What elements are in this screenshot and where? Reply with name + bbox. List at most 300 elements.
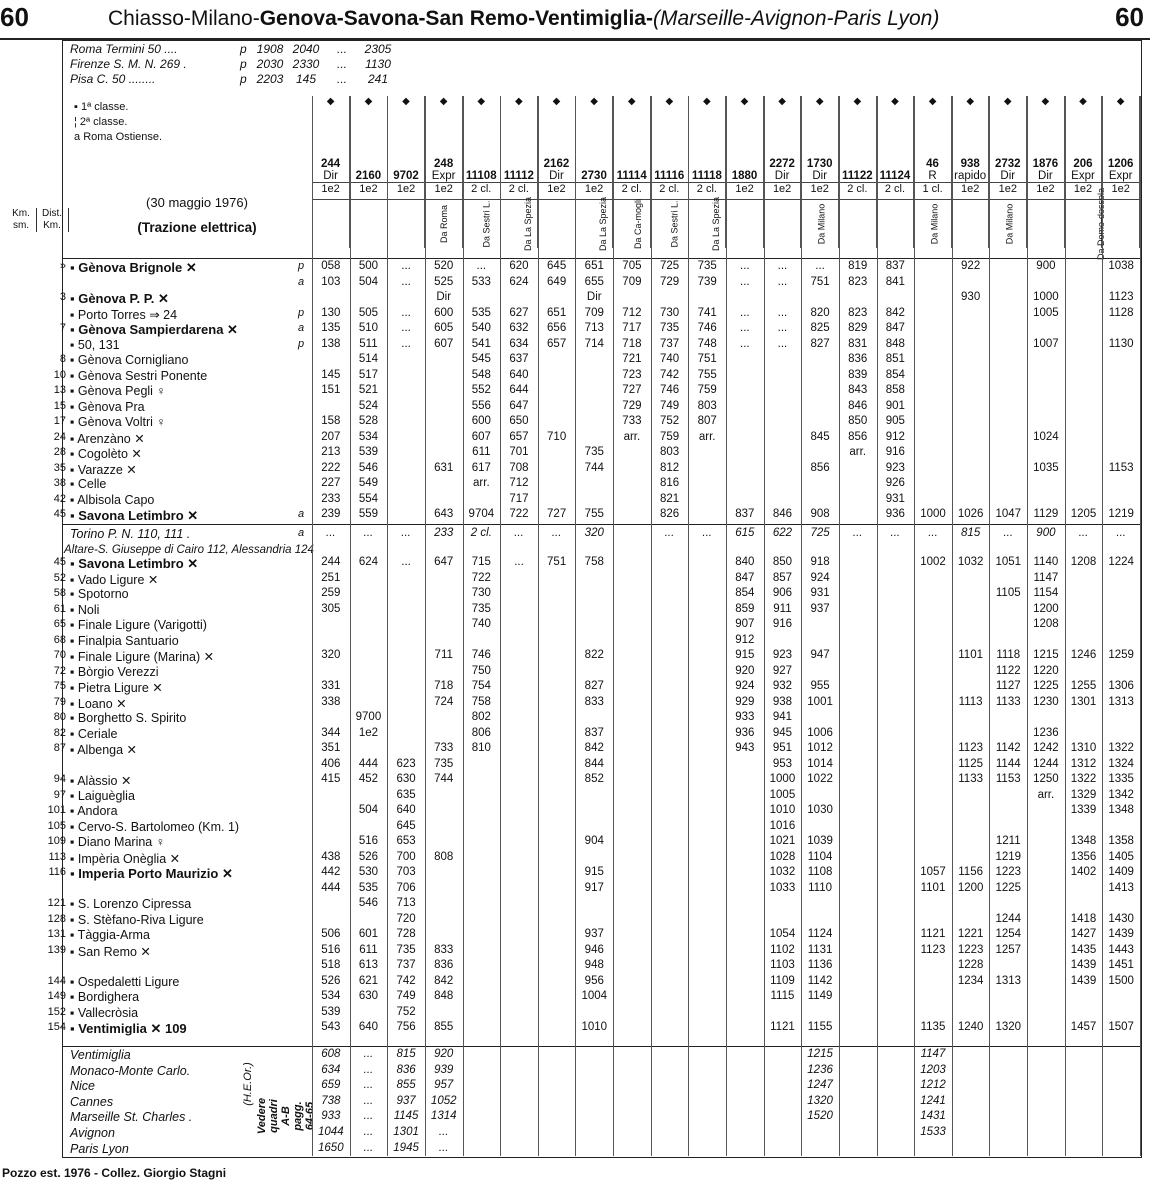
distance-km: 68 xyxy=(53,633,66,646)
time-cell: 1032 xyxy=(769,866,796,878)
time-cell: ... xyxy=(476,260,487,272)
train-number-value: 2160 xyxy=(355,170,382,182)
train-class: 1 cl. xyxy=(914,183,952,200)
time-cell: 158 xyxy=(321,415,341,427)
time-cell: 759 xyxy=(659,430,680,443)
time-cell: 1054 xyxy=(769,928,796,940)
time-cell: 138 xyxy=(321,337,341,350)
time-cell: 722 xyxy=(509,508,529,520)
destination-row xyxy=(0,1064,1140,1079)
train-origin xyxy=(1027,200,1065,249)
time-cell: 900 xyxy=(1036,527,1056,539)
station-row xyxy=(0,260,1140,275)
origin-time: 1908 xyxy=(256,42,284,56)
time-cell: 1140 xyxy=(1033,556,1059,568)
train-diamond-icon: ◆ xyxy=(312,96,350,110)
time-cell: ... xyxy=(777,275,788,288)
time-cell: 751 xyxy=(810,275,830,288)
time-cell: 534 xyxy=(358,430,379,443)
time-cell: 617 xyxy=(471,461,491,474)
time-cell: 729 xyxy=(659,275,680,288)
train-origin xyxy=(387,200,425,249)
destination-row xyxy=(0,1126,1140,1141)
time-cell: 718 xyxy=(434,680,454,692)
time-cell: 546 xyxy=(358,897,379,909)
time-cell: 1010 xyxy=(581,1021,608,1033)
column-divider xyxy=(1065,96,1066,1156)
time-cell: 742 xyxy=(396,974,416,987)
train-origin: Da Roma xyxy=(425,200,463,249)
station-name: ▪ Vado Ligure ✕ xyxy=(70,572,159,587)
time-cell: 1052 xyxy=(430,1094,457,1107)
distance-km: 139 xyxy=(47,943,66,956)
time-cell: 1101 xyxy=(920,881,946,894)
time-cell: 907 xyxy=(735,618,755,630)
train-class: 1e2 xyxy=(763,183,801,200)
time-cell: 659 xyxy=(321,1079,341,1092)
station-row xyxy=(0,928,1140,943)
train-class: 1e2 xyxy=(726,183,764,200)
station-name: Torino P. N. 110, 111 . xyxy=(70,527,191,541)
distance-km: 109 xyxy=(47,835,66,847)
station-name: ▪ Gènova P. P. ✕ xyxy=(70,291,169,306)
header-separator xyxy=(62,258,1140,259)
station-row xyxy=(0,477,1140,492)
time-cell: 651 xyxy=(584,260,604,272)
time-cell: 535 xyxy=(358,881,379,894)
time-cell: 706 xyxy=(396,881,416,894)
time-cell: 1102 xyxy=(770,943,795,956)
time-cell: 749 xyxy=(396,990,416,1002)
time-cell: 733 xyxy=(434,742,454,754)
time-cell: 746 xyxy=(471,649,491,661)
time-cell: 744 xyxy=(434,773,454,785)
train-class: 2 cl. xyxy=(613,183,651,200)
time-cell: 836 xyxy=(396,1063,416,1076)
time-cell: 524 xyxy=(358,399,379,412)
train-class: 2 cl. xyxy=(650,183,688,200)
train-class: 2 cl. xyxy=(500,183,538,200)
station-name: ▪ Finale Ligure (Varigotti) xyxy=(70,618,207,632)
distance-km: 152 xyxy=(47,1005,66,1018)
page-number-left: 60 xyxy=(0,2,29,32)
station-name: Avignon xyxy=(70,1126,115,1140)
time-cell: 852 xyxy=(584,773,604,785)
train-class: 1e2 xyxy=(575,183,613,200)
train-number xyxy=(650,110,688,183)
distance-km: 8 xyxy=(59,353,66,365)
time-cell: 1016 xyxy=(769,819,796,832)
time-cell: ... xyxy=(740,322,750,334)
column-divider xyxy=(312,96,313,1156)
time-cell: 735 xyxy=(434,757,454,770)
time-cell: 730 xyxy=(471,587,491,599)
time-cell: 825 xyxy=(810,322,830,334)
time-cell: 1241 xyxy=(920,1094,946,1107)
time-cell: 931 xyxy=(885,492,905,505)
time-cell: 1001 xyxy=(807,695,833,708)
train-diamond-icon: ◆ xyxy=(951,96,989,110)
time-cell: 943 xyxy=(735,742,755,754)
time-cell: 1125 xyxy=(958,757,983,770)
time-cell: 1133 xyxy=(995,695,1021,708)
time-cell: 725 xyxy=(659,260,680,272)
time-cell: 634 xyxy=(509,337,529,350)
time-cell: 1322 xyxy=(1108,742,1134,754)
time-cell: ... xyxy=(438,1126,449,1138)
time-cell: 631 xyxy=(434,461,454,474)
time-cell: 351 xyxy=(321,742,341,754)
title-part-normal: Chiasso-Milano- xyxy=(108,7,260,30)
distance-km: 15 xyxy=(53,399,66,412)
time-cell: 844 xyxy=(584,757,604,770)
time-cell: 615 xyxy=(735,527,755,539)
time-cell: ... xyxy=(363,527,374,539)
station-name: Paris Lyon xyxy=(70,1141,129,1156)
time-cell: 937 xyxy=(810,602,830,615)
train-origin: Da Milano xyxy=(801,200,839,249)
time-cell: 845 xyxy=(810,430,830,443)
station-name: Ventimiglia xyxy=(70,1048,131,1062)
origin-time: 1130 xyxy=(365,57,391,72)
arr-dep-marker: a xyxy=(298,322,305,334)
time-cell: 1255 xyxy=(1070,680,1097,692)
vedere-note xyxy=(206,1056,316,1152)
column-divider xyxy=(350,96,351,1156)
time-cell: 1103 xyxy=(770,959,795,971)
time-cell: 635 xyxy=(396,788,416,801)
time-cell: 1123 xyxy=(920,943,946,956)
time-cell: 135 xyxy=(321,322,341,334)
train-origin: Da Sestri L. xyxy=(462,200,500,249)
station-name: ▪ Cervo-S. Bartolomeo (Km. 1) xyxy=(70,819,240,834)
time-cell: 926 xyxy=(885,477,905,489)
time-cell: 1149 xyxy=(807,990,833,1002)
train-number xyxy=(989,110,1027,183)
time-cell: 848 xyxy=(885,337,905,350)
origin-time: 2203 xyxy=(256,72,284,87)
time-cell: 802 xyxy=(471,711,491,723)
time-cell: 837 xyxy=(885,260,905,272)
station-row xyxy=(0,415,1140,430)
station-name: ▪ Pietra Ligure ✕ xyxy=(70,681,163,695)
station-name: ▪ Spotorno xyxy=(70,587,129,601)
station-name: ▪ Finalpia Santuario xyxy=(70,633,179,648)
train-number xyxy=(538,110,576,183)
time-cell: ... xyxy=(1003,527,1014,539)
time-cell: 1254 xyxy=(995,928,1022,940)
legend-second-class: ¦ 2ª classe. xyxy=(74,116,128,128)
time-cell: 859 xyxy=(735,602,755,615)
time-cell: 644 xyxy=(509,384,529,396)
time-cell: 1104 xyxy=(807,850,833,863)
train-origin: Da La Spezia xyxy=(575,200,613,249)
time-cell: ... xyxy=(514,527,524,539)
station-name: ▪ Gènova Voltri ♀ xyxy=(70,415,166,429)
station-row xyxy=(0,587,1140,602)
origin-name: Firenze S. M. N. 269 . xyxy=(70,57,187,72)
time-cell: 705 xyxy=(622,260,642,272)
time-cell: 530 xyxy=(358,866,379,878)
time-cell: 1021 xyxy=(769,835,796,847)
train-class: 1e2 xyxy=(801,183,839,200)
time-cell: 735 xyxy=(584,446,604,458)
distance-km: 45 xyxy=(53,556,66,568)
distance-km: 58 xyxy=(53,587,66,599)
section-separator xyxy=(62,524,1140,525)
time-cell: 815 xyxy=(396,1048,416,1060)
time-cell: 739 xyxy=(697,275,717,288)
train-number xyxy=(613,110,651,183)
time-cell: 1427 xyxy=(1070,928,1097,940)
time-cell: 520 xyxy=(434,260,454,272)
train-origin: Da Ca-mogli xyxy=(613,200,651,249)
origin-time: 2330 xyxy=(292,57,320,72)
train-type: Dir xyxy=(323,170,338,182)
train-number-value: 11116 xyxy=(654,170,685,182)
column-divider xyxy=(764,96,765,1156)
time-cell: 1418 xyxy=(1070,912,1097,925)
time-cell: 842 xyxy=(885,306,905,319)
time-cell: 735 xyxy=(659,322,680,334)
distance-km: 70 xyxy=(53,649,66,661)
time-cell: ... xyxy=(363,1079,374,1092)
time-cell: 833 xyxy=(434,943,454,956)
train-number-value: 11114 xyxy=(616,170,647,182)
time-cell: 823 xyxy=(848,275,868,288)
time-cell: 808 xyxy=(434,850,454,863)
distance-km: 154 xyxy=(47,1021,66,1033)
time-cell: 1010 xyxy=(769,804,796,816)
time-cell: 1005 xyxy=(1033,306,1059,319)
time-cell: 901 xyxy=(885,399,905,412)
time-cell: 933 xyxy=(735,711,755,723)
station-row xyxy=(0,649,1140,664)
train-class: 1e2 xyxy=(1027,183,1065,200)
time-cell: 1246 xyxy=(1070,649,1097,661)
train-number-value: 1876 xyxy=(1032,158,1059,170)
time-cell: arr. xyxy=(849,446,867,458)
time-cell: 058 xyxy=(321,260,341,272)
time-cell: 713 xyxy=(396,897,416,909)
time-cell: 600 xyxy=(434,306,454,319)
time-cell: 1348 xyxy=(1108,804,1134,816)
train-number-value: 1880 xyxy=(731,170,758,182)
station-name: Marseille St. Charles . xyxy=(70,1110,193,1125)
origin-row xyxy=(64,57,396,72)
time-cell: 855 xyxy=(396,1079,416,1092)
time-cell: 723 xyxy=(622,368,642,381)
time-cell: 820 xyxy=(810,306,830,319)
time-cell: 722 xyxy=(471,571,491,584)
time-cell: 344 xyxy=(321,726,341,739)
time-cell: 1356 xyxy=(1070,850,1097,863)
time-cell: 924 xyxy=(735,680,755,692)
time-cell: 1e2 xyxy=(358,726,379,739)
time-cell: 927 xyxy=(772,664,793,677)
station-name: ▪ Ceriale xyxy=(70,726,118,741)
time-cell: 906 xyxy=(772,587,793,599)
time-cell: 718 xyxy=(622,337,642,350)
train-diamond-icon: ◆ xyxy=(538,96,576,110)
train-origin: Da Domo-dossola xyxy=(1064,200,1102,249)
time-cell: 939 xyxy=(434,1063,454,1076)
train-origin xyxy=(763,200,801,249)
time-cell: 1507 xyxy=(1108,1021,1134,1033)
time-cell: 1110 xyxy=(808,881,833,894)
time-cell: arr. xyxy=(698,430,716,443)
time-cell: ... xyxy=(1116,527,1126,539)
distance-km: 42 xyxy=(53,492,66,505)
time-cell: 305 xyxy=(321,602,341,615)
time-cell: 1212 xyxy=(920,1079,946,1092)
time-cell: 259 xyxy=(321,587,341,599)
time-cell: 848 xyxy=(434,990,454,1002)
time-cell: 842 xyxy=(434,974,454,987)
time-cell: 213 xyxy=(321,446,341,458)
time-cell: 1006 xyxy=(807,726,833,739)
train-origin xyxy=(876,200,914,249)
column-divider xyxy=(1140,96,1141,1156)
origin-name: Pisa C. 50 ........ xyxy=(70,72,156,87)
time-cell: ... xyxy=(401,322,411,334)
time-cell: 1044 xyxy=(318,1126,344,1138)
time-cell: 1219 xyxy=(995,850,1022,863)
train-type: Dir xyxy=(774,170,790,182)
time-cell: ... xyxy=(740,260,750,272)
column-divider xyxy=(651,96,652,1156)
time-cell: 900 xyxy=(1036,260,1056,272)
time-cell: 1200 xyxy=(1033,602,1059,615)
time-cell: 735 xyxy=(471,602,491,615)
time-cell: 917 xyxy=(584,881,604,894)
distance-km: 38 xyxy=(53,477,66,489)
connection-note: Altare-S. Giuseppe di Cairo 112, Alessandria 124 xyxy=(64,544,314,556)
time-cell: 526 xyxy=(358,850,379,863)
time-cell: ... xyxy=(326,527,336,539)
time-cell: ... xyxy=(363,1048,374,1060)
column-divider xyxy=(387,96,388,1156)
station-row xyxy=(0,307,1140,322)
station-row xyxy=(0,897,1140,912)
time-cell: 601 xyxy=(358,928,379,940)
station-name: ▪ San Remo ✕ xyxy=(70,944,151,959)
column-divider xyxy=(500,96,501,1156)
station-row xyxy=(0,446,1140,461)
time-cell: 251 xyxy=(321,571,341,584)
time-cell: 1310 xyxy=(1070,742,1097,754)
train-type: Expr xyxy=(1108,170,1133,182)
time-cell: 1405 xyxy=(1108,850,1134,863)
time-cell: 1413 xyxy=(1108,881,1134,894)
origin-time: ... xyxy=(336,42,347,56)
station-row xyxy=(0,1006,1140,1021)
time-cell: 822 xyxy=(584,649,604,661)
vedere-text: Vedere quadri A-B pagg. 64-65 xyxy=(256,1097,316,1135)
time-cell: 647 xyxy=(509,399,529,412)
station-name: ▪ Imperia Porto Maurizio ✕ xyxy=(70,866,233,881)
time-cell: 1435 xyxy=(1070,943,1097,956)
train-diamond-icon: ◆ xyxy=(650,96,688,110)
time-cell: 559 xyxy=(358,508,379,520)
time-cell: 856 xyxy=(848,430,868,443)
time-cell: 1324 xyxy=(1108,757,1134,770)
train-origin xyxy=(726,200,764,249)
train-number xyxy=(914,110,952,183)
time-cell: 858 xyxy=(885,384,905,396)
time-cell: 728 xyxy=(396,928,416,940)
station-row xyxy=(0,820,1140,835)
time-cell: 947 xyxy=(810,649,830,661)
arr-dep-marker: p xyxy=(298,306,305,319)
time-cell: 735 xyxy=(697,260,717,272)
time-cell: 621 xyxy=(358,974,379,987)
time-cell: 1032 xyxy=(957,556,984,568)
time-cell: 1358 xyxy=(1108,835,1134,847)
time-cell: 1223 xyxy=(995,866,1022,878)
time-cell: 1320 xyxy=(995,1021,1022,1033)
time-cell: 905 xyxy=(885,415,905,427)
station-name: ▪ Tàggia-Arma xyxy=(70,928,150,942)
station-row xyxy=(0,322,1140,337)
station-name: ▪ S. Lorenzo Cipressa xyxy=(70,897,192,911)
train-diamond-icon: ◆ xyxy=(726,96,764,110)
time-cell: 1329 xyxy=(1070,788,1097,801)
time-cell: 1024 xyxy=(1033,430,1059,443)
time-cell: 1007 xyxy=(1033,337,1059,350)
train-number xyxy=(801,110,839,183)
time-cell: 1225 xyxy=(995,881,1022,894)
time-cell: 815 xyxy=(961,527,981,539)
train-type: Dir xyxy=(1038,170,1053,182)
train-class: 1e2 xyxy=(989,183,1027,200)
time-cell: 1033 xyxy=(769,881,796,894)
time-cell: 827 xyxy=(810,337,830,350)
train-number xyxy=(1064,110,1102,183)
time-cell: 1038 xyxy=(1108,260,1134,272)
time-cell: 957 xyxy=(434,1079,454,1092)
time-cell: 749 xyxy=(659,399,680,412)
time-cell: ... xyxy=(702,527,712,539)
time-cell: 511 xyxy=(359,337,378,350)
train-number xyxy=(312,110,350,183)
time-cell: 1650 xyxy=(318,1141,344,1154)
time-cell: 605 xyxy=(434,322,454,334)
time-cell: arr. xyxy=(1037,788,1055,801)
arr-dep-marker: a xyxy=(298,275,305,288)
time-cell: 331 xyxy=(321,680,341,692)
station-name: Nice xyxy=(70,1079,96,1094)
time-cell: 837 xyxy=(584,726,604,739)
station-row xyxy=(0,634,1140,649)
time-cell: 554 xyxy=(358,492,379,505)
train-diamond-icon: ◆ xyxy=(801,96,839,110)
train-diamond-icon: ◆ xyxy=(839,96,877,110)
station-row xyxy=(0,944,1140,959)
station-row xyxy=(0,353,1140,368)
time-cell: 922 xyxy=(961,260,981,272)
time-cell: ... xyxy=(438,1141,449,1154)
time-cell: 916 xyxy=(772,618,793,630)
time-cell: 1108 xyxy=(807,866,833,878)
train-origin: Da Milano xyxy=(914,200,952,249)
time-cell: ... xyxy=(401,337,411,350)
train-diamond-icon: ◆ xyxy=(989,96,1027,110)
time-cell: 1057 xyxy=(920,866,946,878)
time-cell: 740 xyxy=(659,353,680,365)
time-cell: ... xyxy=(815,260,825,272)
time-cell: 803 xyxy=(659,446,680,458)
